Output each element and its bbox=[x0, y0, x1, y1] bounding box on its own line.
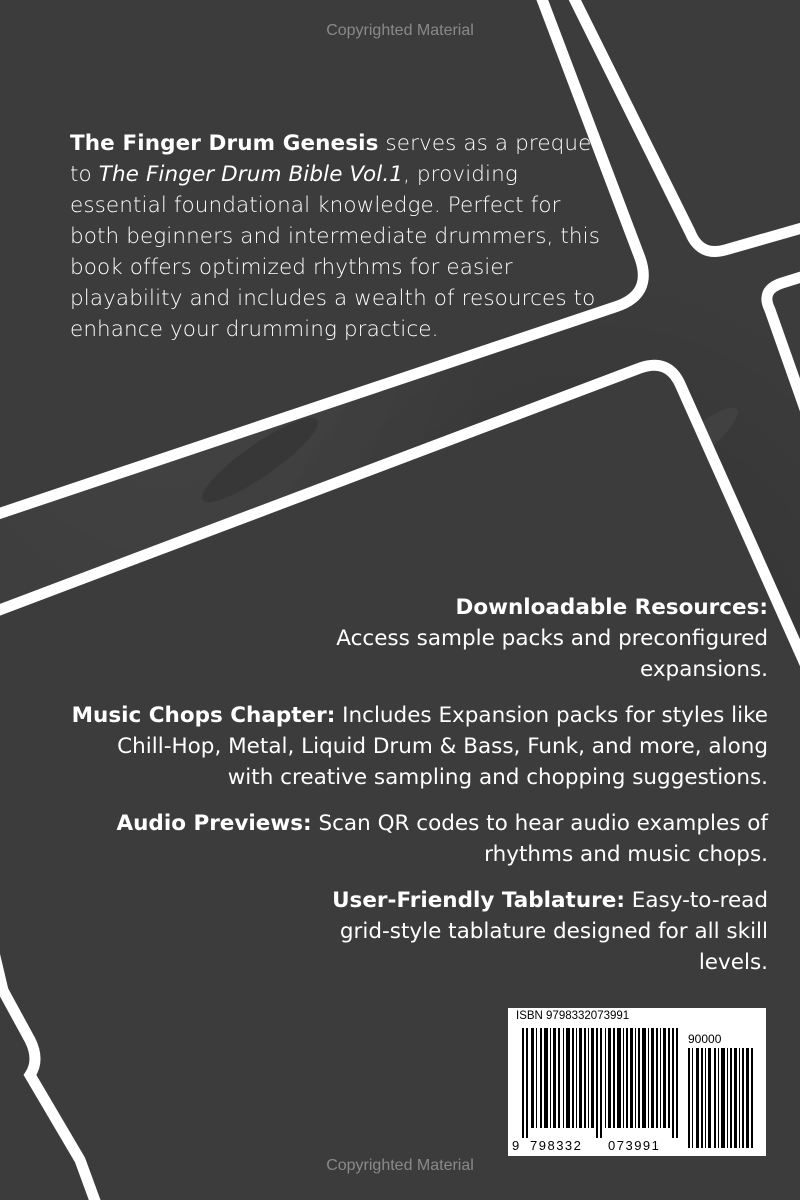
barcode-digit-lead: 9 bbox=[512, 1138, 520, 1153]
barcode-bars-price bbox=[688, 1048, 758, 1148]
feature-label: Music Chops Chapter: bbox=[71, 703, 336, 728]
feature-item bbox=[68, 808, 768, 870]
intro-text-2: , providing essential foundational knowledge. Perfect for both beginners and intermediate drummers, this book offers optimized rhythms for easier playability and includes a wealth of resources to enhance your drumming practice. bbox=[70, 162, 601, 342]
feature-item bbox=[68, 592, 768, 685]
watermark-bottom: Copyrighted Material bbox=[326, 1157, 474, 1174]
feature-desc: Access sample packs and preconfigured expansions. bbox=[336, 626, 768, 682]
feature-label: Downloadable Resources: bbox=[455, 595, 768, 620]
watermark-top: Copyrighted Material bbox=[326, 22, 474, 39]
barcode-digits-left: 798332 bbox=[530, 1138, 583, 1153]
barcode-digits-right: 073991 bbox=[608, 1138, 661, 1153]
price-code: 90000 bbox=[688, 1032, 722, 1046]
feature-desc: Includes Expansion packs for styles like Chill-Hop, Metal, Liquid Drum & Bass, Funk, and more, along with creative sampling and chopping suggestions. bbox=[117, 703, 768, 790]
isbn-barcode bbox=[508, 1008, 766, 1156]
feature-desc: Scan QR codes to hear audio examples of rhythms and music chops. bbox=[318, 811, 768, 867]
pad-right-small bbox=[767, 268, 800, 480]
feature-desc: Easy-to-read grid-style tablature designed for all skill levels. bbox=[339, 888, 768, 975]
isbn-label: ISBN 9798332073991 bbox=[516, 1010, 630, 1022]
feature-item bbox=[68, 885, 768, 978]
intro-paragraph bbox=[70, 128, 610, 345]
feature-list bbox=[68, 592, 768, 993]
feature-label: User-Friendly Tablature: bbox=[332, 888, 625, 913]
feature-item bbox=[68, 700, 768, 793]
feature-label: Audio Previews: bbox=[116, 811, 312, 836]
barcode-bars-main bbox=[522, 1028, 682, 1138]
referenced-book-title: The Finger Drum Bible Vol.1 bbox=[98, 162, 404, 187]
intro-text-1: serves as a prequel to bbox=[70, 131, 598, 187]
book-title: The Finger Drum Genesis bbox=[70, 131, 379, 156]
